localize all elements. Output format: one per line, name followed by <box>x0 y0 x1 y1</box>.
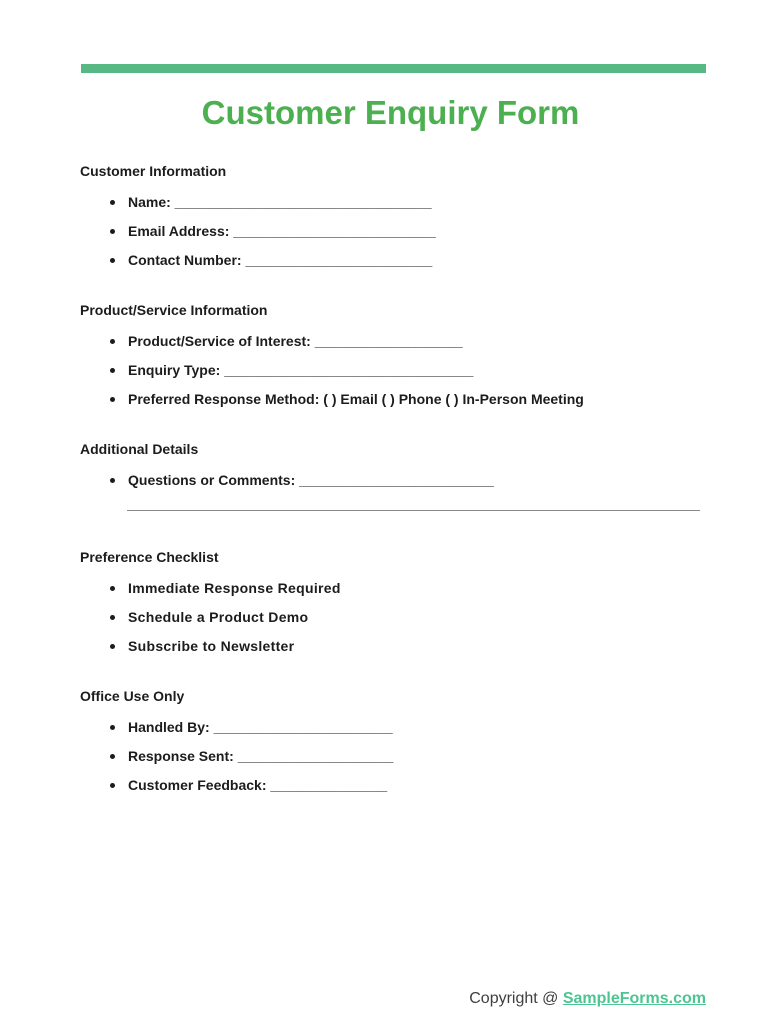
section-divider <box>127 510 700 511</box>
page-title: Customer Enquiry Form <box>201 94 580 131</box>
field-line-customer-feedback: Customer Feedback: _______________ <box>80 771 706 800</box>
section-heading: Office Use Only <box>80 688 185 704</box>
field-list <box>80 327 706 414</box>
field-list <box>80 466 706 495</box>
section-office-use-only <box>80 688 706 800</box>
footer <box>469 990 706 1008</box>
field-line-questions-or-comments: Questions or Comments: _________________________ <box>80 466 706 495</box>
field-line-handled-by: Handled By: _______________________ <box>80 713 706 742</box>
field-line-email-address: Email Address: __________________________ <box>80 217 706 246</box>
field-line-enquiry-type: Enquiry Type: ________________________________ <box>80 356 706 385</box>
field-line-name: Name: _________________________________ <box>80 188 706 217</box>
form-content <box>0 163 781 800</box>
field-line-contact-number: Contact Number: ________________________ <box>80 246 706 275</box>
field-line-product-service-of-interest: Product/Service of Interest: ___________________ <box>80 327 706 356</box>
section-heading: Preference Checklist <box>80 549 219 565</box>
field-list <box>80 188 706 275</box>
checklist <box>80 574 706 661</box>
section-customer-information <box>80 163 706 275</box>
section-additional-details <box>80 441 706 495</box>
section-product-service-information <box>80 302 706 414</box>
section-heading: Customer Information <box>80 163 227 179</box>
checklist-item-immediate-response: Immediate Response Required <box>80 574 706 603</box>
section-heading: Product/Service Information <box>80 302 268 318</box>
field-list <box>80 713 706 800</box>
checklist-item-product-demo: Schedule a Product Demo <box>80 603 706 632</box>
field-line-response-sent: Response Sent: ____________________ <box>80 742 706 771</box>
copyright-text: Copyright @ <box>469 990 563 1007</box>
sampleforms-link[interactable]: SampleForms.com <box>562 990 706 1007</box>
checklist-item-newsletter: Subscribe to Newsletter <box>80 632 706 661</box>
section-preference-checklist <box>80 549 706 661</box>
section-heading: Additional Details <box>80 441 199 457</box>
field-line-preferred-response-method: Preferred Response Method: ( ) Email ( ) Phone ( ) In-Person Meeting <box>80 385 706 414</box>
top-accent-bar <box>81 64 706 73</box>
